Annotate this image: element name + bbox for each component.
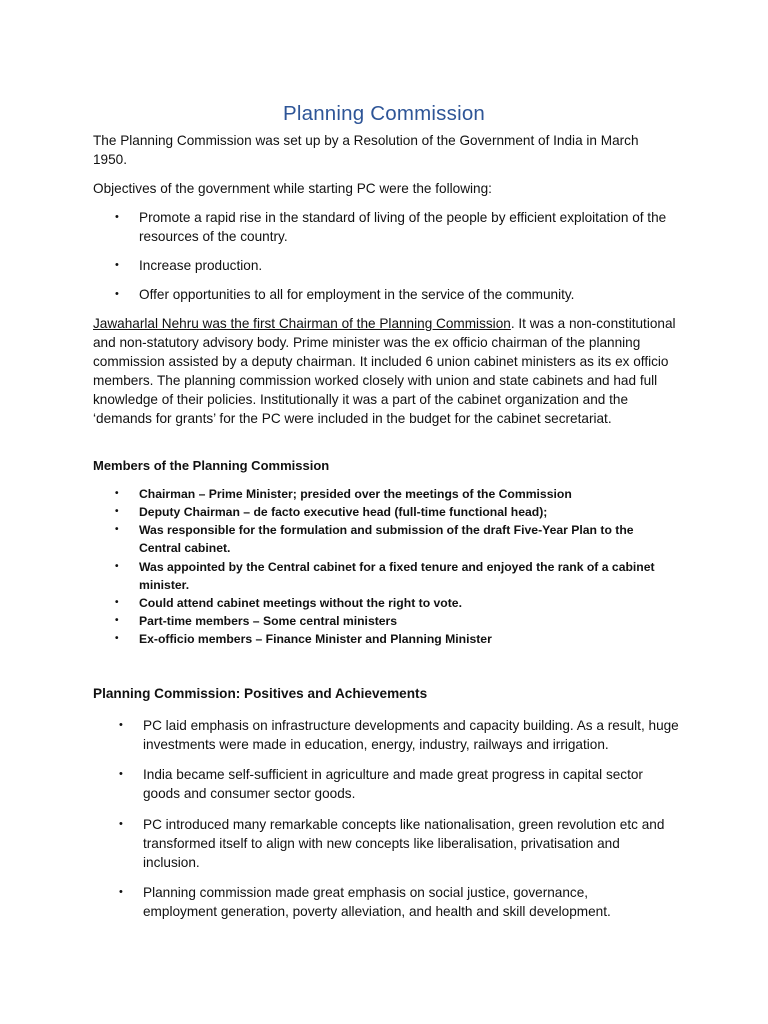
members-heading: Members of the Planning Commission	[93, 458, 330, 473]
list-item	[115, 285, 669, 304]
list-item	[115, 558, 669, 594]
bullet-icon: •	[119, 719, 123, 731]
list-item	[115, 521, 659, 557]
member-text: Ex-officio members – Finance Minister and Planning Minister	[139, 632, 492, 646]
nehru-paragraph-text: . It was a non-constitutional and non-statutory advisory body. Prime minister was the ex officio chairman of the planning commission assisted by a deputy chairman. It included 6 union cabinet ministers as its ex officio members. The planning commission worked closely with union and state cabinets and had full knowledge of their policies. Institutionally it was a part of the cabinet organization and the ‘demands for grants’ for the PC were included in the budget for the cabinet secretariat.	[93, 316, 676, 426]
list-item	[115, 485, 669, 503]
member-text: Could attend cabinet meetings without the right to vote.	[139, 596, 462, 610]
bullet-icon: •	[119, 768, 123, 780]
bullet-icon: •	[115, 633, 119, 644]
list-item	[115, 503, 669, 521]
list-item	[115, 630, 669, 648]
bullet-icon: •	[115, 561, 119, 572]
nehru-paragraph	[93, 314, 678, 428]
positive-text: PC introduced many remarkable concepts like nationalisation, green revolution etc and transformed itself to align with new concepts like liberalisation, privatisation and inclusion.	[143, 817, 665, 870]
objective-text: Offer opportunities to all for employment in the service of the community.	[139, 287, 575, 302]
member-text: Was appointed by the Central cabinet for a fixed tenure and enjoyed the rank of a cabinet minister.	[139, 560, 655, 592]
bullet-icon: •	[119, 818, 123, 830]
list-item	[119, 716, 683, 754]
bullet-icon: •	[115, 506, 119, 517]
page-title: Planning Commission	[282, 102, 486, 125]
positives-heading: Planning Commission: Positives and Achievements	[93, 686, 428, 701]
nehru-underlined-text: Jawaharlal Nehru was the first Chairman of the Planning Commission	[93, 316, 511, 331]
bullet-icon: •	[115, 288, 119, 300]
list-item	[115, 594, 669, 612]
bullet-icon: •	[119, 886, 123, 898]
bullet-icon: •	[115, 259, 119, 271]
member-text: Was responsible for the formulation and submission of the draft Five-Year Plan to the Central cabinet.	[139, 523, 634, 555]
objectives-intro: Objectives of the government while starting PC were the following:	[93, 181, 492, 196]
bullet-icon: •	[115, 488, 119, 499]
list-item	[115, 208, 669, 246]
positive-text: Planning commission made great emphasis on social justice, governance, employment generation, poverty alleviation, and health and skill development.	[143, 885, 611, 919]
member-text: Chairman – Prime Minister; presided over the meetings of the Commission	[139, 487, 572, 501]
member-text: Part-time members – Some central ministers	[139, 614, 398, 628]
objective-text: Promote a rapid rise in the standard of living of the people by efficient exploitation of the resources of the country.	[139, 210, 667, 244]
member-text: Deputy Chairman – de facto executive head (full-time functional head);	[139, 505, 548, 519]
bullet-icon: •	[115, 597, 119, 608]
list-item	[115, 612, 669, 630]
list-item	[115, 256, 669, 275]
positive-text: India became self-sufficient in agriculture and made great progress in capital sector goods and consumer sector goods.	[143, 767, 643, 801]
bullet-icon: •	[115, 524, 119, 535]
list-item	[119, 883, 653, 921]
intro-paragraph: The Planning Commission was set up by a Resolution of the Government of India in March 1950.	[93, 133, 639, 167]
positive-text: PC laid emphasis on infrastructure developments and capacity building. As a result, huge investments were made in education, energy, industry, railways and irrigation.	[143, 718, 679, 752]
objective-text: Increase production.	[139, 258, 263, 273]
list-item	[119, 765, 683, 803]
list-item	[119, 815, 673, 872]
bullet-icon: •	[115, 615, 119, 626]
bullet-icon: •	[115, 211, 119, 223]
